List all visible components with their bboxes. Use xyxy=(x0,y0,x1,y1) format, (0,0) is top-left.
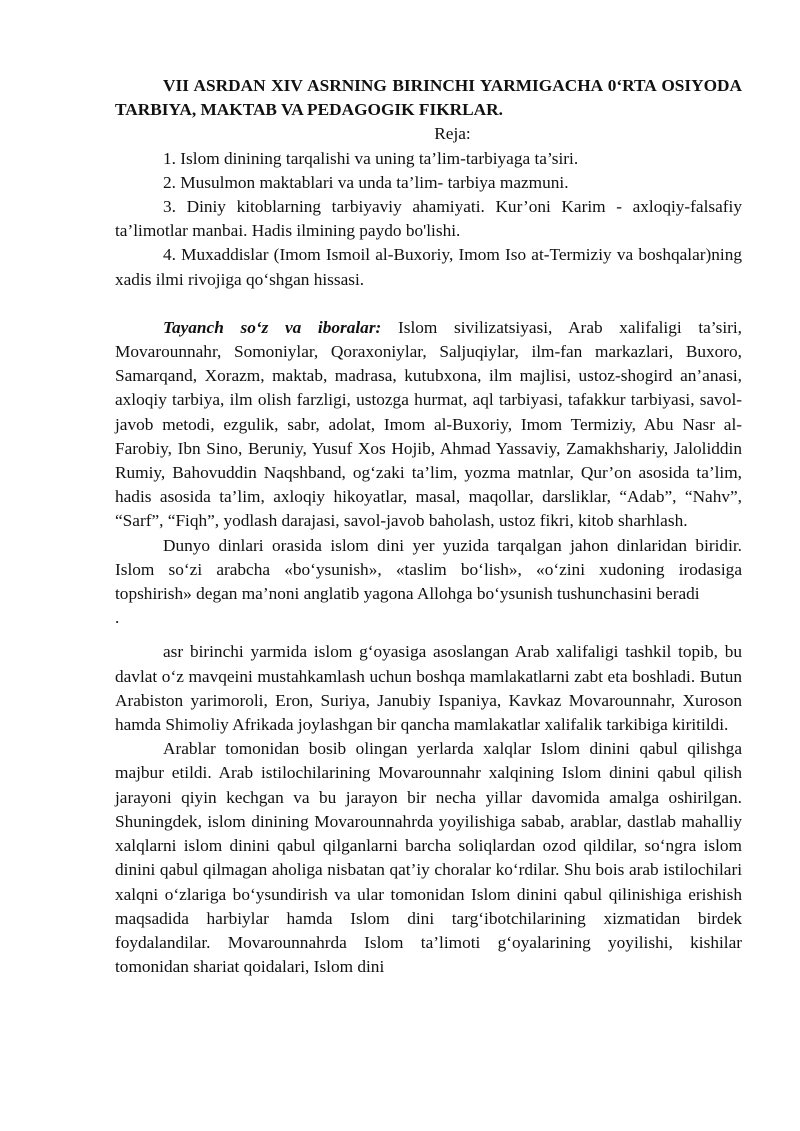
spacer xyxy=(115,630,742,640)
keywords-label: Tayanch so‘z va iboralar: xyxy=(163,317,382,337)
plan-item-4: 4. Muxaddislar (Imom Ismoil al-Buxoriy, Imom Iso at-Termiziy va boshqalar)ning xadis ilmi rivojiga qo‘shgan hissasi. xyxy=(115,245,742,289)
body-paragraph-3: Arablar tomonidan bosib olingan yerlarda xalqlar Islom dinini qabul qilishga majbur etildi. Arab istilochilarining Movarounnahr xalqining Islom dinini qabul qilish jarayoni qiyin kechgan va bu jarayon bir necha yillar davomida amalga oshirilgan. Shuningdek, islom dinining Movarounnahrda yoyilishiga sabab, arablar, dastlab mahalliy xalqlarni islom dinini qabul qilganlarni barcha soliqlardan ozod qildilar, so‘ngra islom dinini qabul qilmagan aholiga nisbatan qat’iy choralar ko‘rdilar. Shu bois arab istilochilari xalqni o‘zlariga bo‘ysundirish va ular tomonidan Islom dinini qabul qilinishiga erishish maqsadida harbiylar hamda Islom dini targ‘ibotchilarining xizmatidan birdek foydalandilar. Movarounnahrda Islom ta’limoti g‘oyalarining yoyilishi, kishilar tomonidan shariat qoidalari, Islom dini xyxy=(115,739,742,977)
keywords-paragraph xyxy=(115,316,742,534)
keywords-text: Islom sivilizatsiyasi, Arab xalifaligi ta’siri, Movarounnahr, Somoniylar, Qoraxoniylar, Saljuqiylar, ilm-fan markazlari, Buxoro, Samarqand, Xorazm, maktab, madrasa, kutubxona, ilm majlisi, ustoz-shogird an’anasi, axloqiy tarbiya, ilm olish farzligi, ustozga hurmat, aql tarbiyasi, tafakkur tarbiyasi, savol-javob metodi, ezgulik, sabr, adolat, Imom al-Buxoriy, Imom Termiziy, Abu Nasr al-Farobiy, Ibn Sino, Beruniy, Yusuf Xos Hojib, Ahmad Yassaviy, Zamakhshariy, Jaloliddin Rumiy, Bahovuddin Naqshband, og‘zaki ta’lim, yozma matnlar, Qur’on asosida ta’lim, hadis asosida ta’lim, axloqiy hikoyatlar, masal, maqollar, darsliklar, “Adab”, “Nahv”, “Sarf”, “Fiqh”, yodlash darajasi, savol-javob baholash, ustoz fikri, kitob sharhlash. xyxy=(115,317,742,531)
plan-item-1: 1. Islom dinining tarqalishi va uning ta’lim-tarbiyaga ta’siri. xyxy=(163,148,579,168)
body-paragraph-2: asr birinchi yarmida islom g‘oyasiga asoslangan Arab xalifaligi tashkil topib, bu davlat o‘z mavqeini mustahkamlash uchun boshqa mamlakatlarni zabt eta boshladi. Butun Arabiston yarimoroli, Eron, Suriya, Janubiy Ispaniya, Kavkaz Movarounnahr, Xuroson hamda Shimoliy Afrikada joylashgan bir qancha mamlakatlar xalifalik tarkibiga kiritildi. xyxy=(115,642,742,735)
stray-period: . xyxy=(115,608,120,628)
document-page xyxy=(115,74,742,979)
spacer xyxy=(115,292,742,316)
body-paragraph-1: Dunyo dinlari orasida islom dini yer yuzida tarqalgan jahon dinlaridan biridir. Islom so‘zi arabcha «bo‘ysunish», «taslim bo‘lish», «o‘zini xudoning irodasiga topshirish» degan ma’noni anglatib yagona Allohga bo‘ysunish tushunchasini beradi xyxy=(115,535,742,604)
plan-heading: Reja: xyxy=(434,124,471,144)
document-title: VII ASRDAN XIV ASRNING BIRINCHI YARMIGACHA 0‘RTA OSIYODA TARBIYA, MAKTAB VA PEDAGOGIK FIKRLAR. xyxy=(115,76,742,120)
plan-item-2: 2. Musulmon maktablari va unda ta’lim- tarbiya mazmuni. xyxy=(163,172,569,192)
plan-item-3: 3. Diniy kitoblarning tarbiyaviy ahamiyati. Kur’oni Karim - axloqiy-falsafiy ta’limotlar manbai. Hadis ilmining paydo bo'lishi. xyxy=(115,197,742,241)
